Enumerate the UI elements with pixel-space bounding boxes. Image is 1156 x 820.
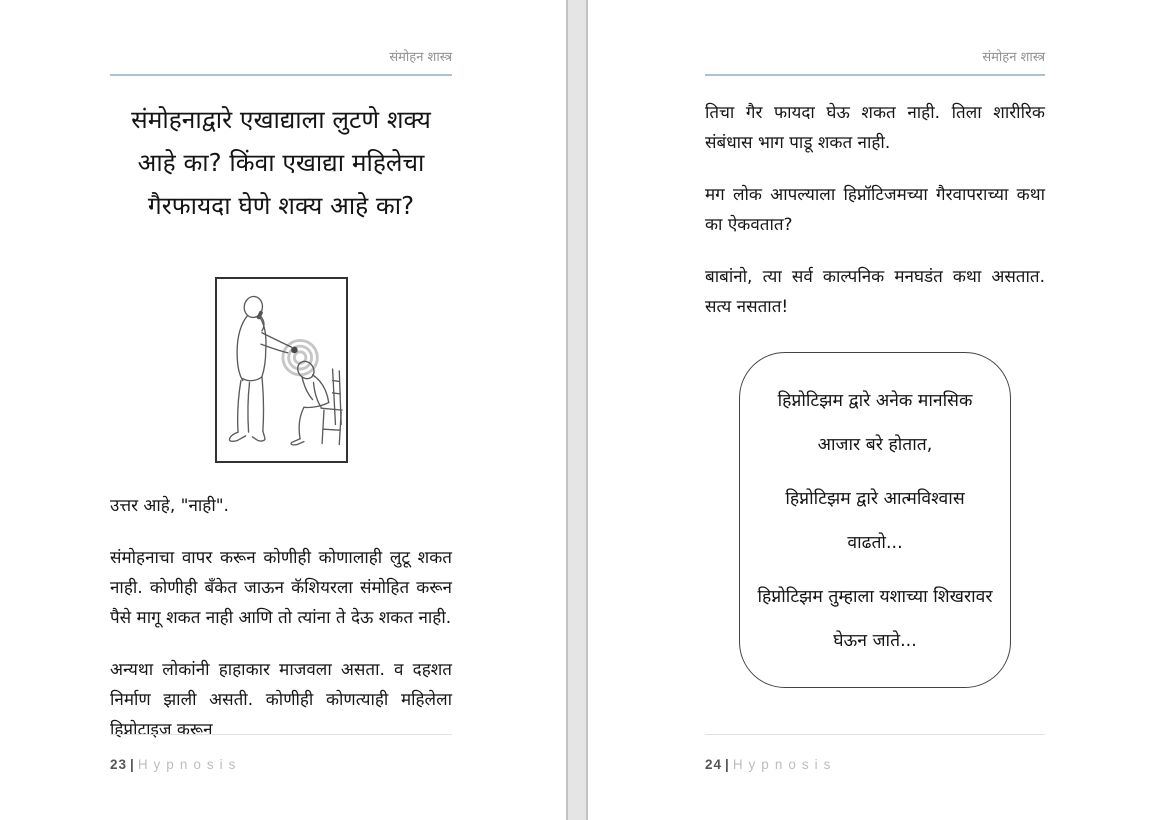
answer-line: उत्तर आहे, "नाही".	[110, 496, 229, 516]
paragraph: तिचा गैर फायदा घेऊ शकत नाही. तिला शारीरिक संबंधास भाग पाडू शकत नाही.	[705, 103, 1045, 153]
page-left	[0, 0, 566, 820]
page-header	[705, 0, 1045, 65]
running-header: संमोहन शास्त्र	[982, 50, 1045, 65]
callout-line: हिप्नोटिझम द्वारे अनेक मानसिक आजार बरे होतात,	[777, 391, 973, 455]
chapter-heading: संमोहनाद्वारे एखाद्याला लुटणे शक्य आहे का? किंवा एखाद्या महिलेचा गैरफायदा घेणे शक्य आहे का?	[131, 105, 431, 220]
paragraph: अन्यथा लोकांनी हाहाकार माजवला असता. व दहशत निर्माण झाली असती. कोणीही कोणत्याही महिलेला हिप्नोटाइज करून	[110, 660, 452, 740]
footer-separator: |	[130, 757, 134, 772]
callout-box	[739, 352, 1011, 688]
paragraph: मग लोक आपल्याला हिप्नॉटिजमच्या गैरवापराच्या कथा का ऐकवतात?	[705, 185, 1045, 235]
page-spine-divider	[566, 0, 588, 820]
page-number: 23	[110, 757, 128, 772]
book-title: Hypnosis	[732, 757, 837, 772]
paragraph: बाबांनो, त्या सर्व काल्पनिक मनघडंत कथा असतात. सत्य नसतात!	[705, 267, 1045, 317]
footer-separator: |	[725, 757, 729, 772]
page-number: 24	[705, 757, 723, 772]
paragraph: संमोहनाचा वापर करून कोणीही कोणालाही लुटू शकत नाही. कोणीही बँकेत जाऊन कॅशियरला संमोहित करून पैसे मागू शकत नाही आणि तो त्यांना ते देऊ शकत नाही.	[110, 548, 452, 628]
running-header: संमोहन शास्त्र	[389, 50, 452, 65]
header-rule	[110, 74, 452, 76]
callout-line: हिप्नोटिझम तुम्हाला यशाच्या शिखरावर घेऊन जाते...	[757, 587, 993, 651]
page-footer	[110, 734, 452, 772]
hypnosis-illustration	[215, 277, 348, 463]
callout-line: हिप्नोटिझम द्वारे आत्मविश्वास वाढतो...	[785, 489, 965, 553]
page-right	[590, 0, 1156, 820]
page-header	[110, 0, 452, 65]
header-rule	[705, 74, 1045, 76]
book-title: Hypnosis	[137, 757, 242, 772]
page-footer	[705, 734, 1045, 772]
